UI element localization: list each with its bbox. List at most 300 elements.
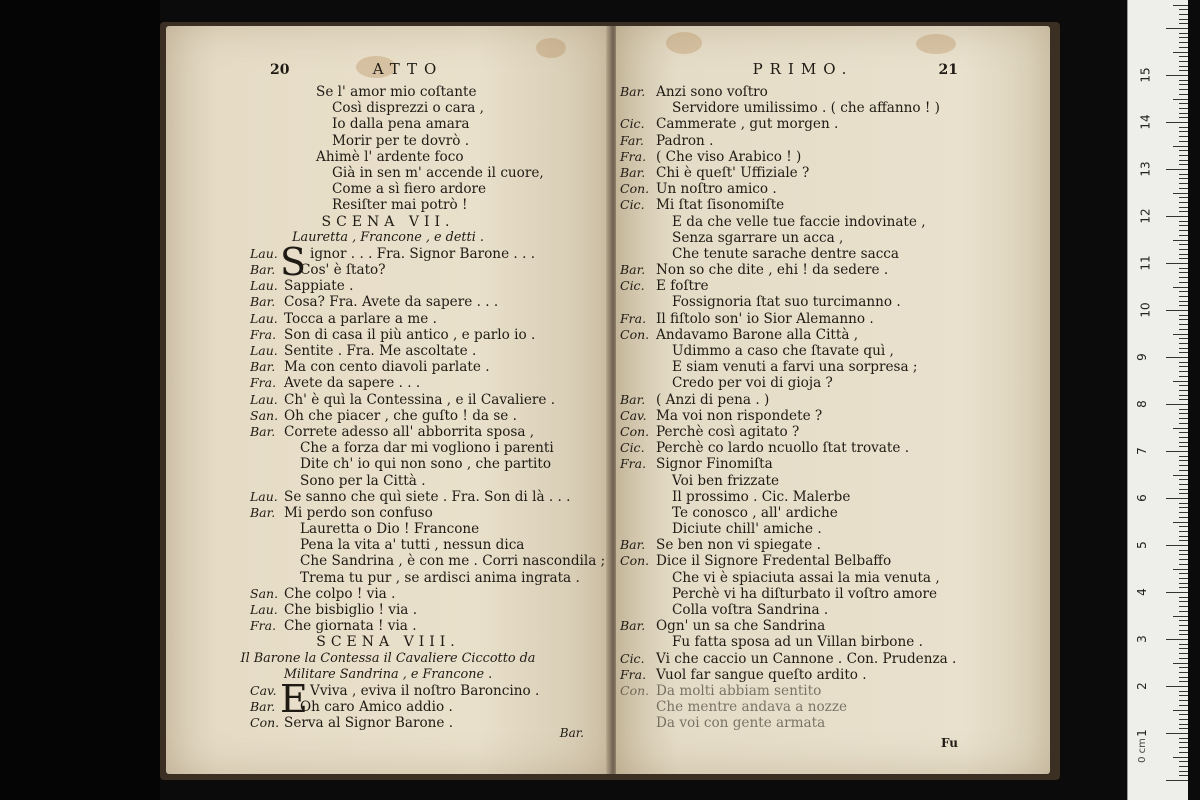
verse-text: Se l' amor mio coſtante [316, 84, 477, 100]
ruler-tick [1179, 771, 1188, 772]
verse-text: ( Anzi di pena . ) [656, 391, 770, 408]
verse-text: Diciute chill' amiche . [672, 521, 822, 538]
text-line [166, 618, 610, 634]
verse-text: Te conosco , all' ardiche [672, 504, 838, 521]
verse-text: Colla voſtra Sandrina . [672, 602, 829, 618]
ruler-tick [1179, 644, 1188, 645]
ruler-tick [1173, 710, 1188, 711]
ruler-tick [1179, 564, 1188, 565]
ruler-tick [1179, 197, 1188, 198]
ruler-tick [1179, 131, 1188, 132]
speaker-label: Bar. [620, 537, 646, 553]
text-line [166, 440, 610, 456]
verse-text: Ma con cento diavoli parlate . [284, 359, 490, 376]
ruler-tick [1166, 545, 1188, 546]
ruler-tick [1179, 80, 1188, 81]
text-line [616, 230, 1050, 246]
speaker-label: Con. [620, 423, 650, 439]
ruler-tick [1179, 23, 1188, 24]
text-line [616, 651, 1050, 667]
ruler-tick [1179, 611, 1188, 612]
text-line [616, 181, 1050, 197]
ruler-tick [1179, 442, 1188, 443]
ruler-tick [1179, 700, 1188, 701]
verse-text: Vi che caccio un Cannone . Con. Prudenza . [656, 650, 957, 667]
ruler-tick [1179, 343, 1188, 344]
verse-text: Resiſter mai potrò ! [332, 197, 468, 214]
ruler-tick [1179, 705, 1188, 706]
speaker-label: Far. [620, 132, 644, 148]
verse-text: Ma voi non rispondete ? [656, 407, 823, 424]
ruler-number: 10 [1138, 302, 1153, 318]
verse-text: Chi è queſt' Uffiziale ? [656, 164, 810, 181]
speaker-label: Fra. [250, 326, 277, 342]
text-line [166, 278, 610, 294]
text-line [166, 262, 610, 278]
ruler-tick [1179, 352, 1188, 353]
ruler-tick [1179, 418, 1188, 419]
speaker-label: Bar. [250, 699, 276, 715]
ruler-tick [1179, 587, 1188, 588]
verse-text: Ogn' un sa che Sandrina [656, 618, 826, 635]
text-line [616, 278, 1050, 294]
text-line [616, 359, 1050, 375]
speaker-label: Fra. [250, 618, 277, 634]
ruler-tick [1179, 244, 1188, 245]
ruler-unit-label: 0 cm [1136, 738, 1148, 763]
ruler-tick [1179, 221, 1188, 222]
ruler-tick [1179, 390, 1188, 391]
speaker-label: Lau. [250, 310, 278, 326]
verse-text: Vviva , eviva il noſtro Baroncino . [310, 682, 540, 699]
text-line [616, 618, 1050, 634]
verse-text: Io dalla pena amara [332, 116, 470, 133]
ruler-tick [1179, 230, 1188, 231]
ruler-tick [1179, 752, 1188, 753]
verse-text: Cosa? Fra. Avete da sapere . . . [284, 294, 499, 311]
verse-text: Che giornata ! via . [284, 618, 417, 635]
ruler-tick [1179, 296, 1188, 297]
ruler-tick [1179, 724, 1188, 725]
ruler-tick [1173, 757, 1188, 758]
verse-text: E siam venuti a farvi una sorpresa ; [672, 359, 918, 376]
speaker-label: San. [250, 407, 279, 423]
ruler-tick [1179, 395, 1188, 396]
speaker-label: Bar. [250, 504, 276, 520]
running-head-right: PRIMO. [752, 60, 854, 78]
stage-direction: Militare Sandrina , e Francone . [283, 666, 493, 682]
ruler-tick [1179, 249, 1188, 250]
verse-text: E da che velle tue faccie indovinate , [672, 213, 926, 230]
ruler-tick [1179, 484, 1188, 485]
verse-text: Mi perdo son confuso [284, 504, 433, 521]
ruler-tick [1179, 207, 1188, 208]
stain [666, 32, 702, 54]
ruler-tick [1179, 14, 1188, 15]
ruler-tick [1179, 409, 1188, 410]
text-line [616, 343, 1050, 359]
ruler-tick [1179, 160, 1188, 161]
ruler-tick [1179, 573, 1188, 574]
verse-text: Anzi sono voſtro [656, 84, 768, 100]
ruler-tick [1179, 254, 1188, 255]
ruler-number: 14 [1138, 114, 1153, 130]
verse-text: Così disprezzi o cara , [332, 100, 484, 117]
text-line [166, 489, 610, 505]
speaker-label: Cic. [620, 440, 645, 456]
ruler-tick [1179, 366, 1188, 367]
verse-text: Udimmo a caso che ſtavate quì , [672, 343, 894, 359]
text-line [166, 311, 610, 327]
ruler-tick [1166, 357, 1188, 358]
ruler-tick [1179, 470, 1188, 471]
speaker-label: Lau. [250, 602, 278, 617]
catchword-right: Fu [940, 736, 958, 750]
text-line [166, 116, 610, 132]
verse-text: Fossignoria ſtat suo turcimanno . [672, 294, 901, 311]
ruler-tick [1179, 742, 1188, 743]
ruler-tick [1166, 639, 1188, 640]
ruler-tick [1179, 268, 1188, 269]
speaker-label: Lau. [250, 343, 278, 358]
ruler-tick [1166, 404, 1188, 405]
verse-text: Dice il Signore Fredental Belbaffo [656, 553, 892, 570]
ruler-tick [1166, 498, 1188, 499]
text-line [616, 408, 1050, 424]
ruler-tick [1173, 381, 1188, 382]
ruler-tick [1179, 19, 1188, 20]
verse-text: Fu fatta sposa ad un Villan birbone . [672, 634, 923, 651]
text-line [616, 375, 1050, 391]
ruler-tick [1179, 620, 1188, 621]
ruler-tick [1179, 691, 1188, 692]
text-line [166, 84, 610, 100]
right-page [616, 26, 1050, 774]
ruler-number: 7 [1134, 447, 1149, 455]
ruler-tick [1179, 291, 1188, 292]
ruler-tick [1179, 601, 1188, 602]
ruler-number: 2 [1134, 682, 1149, 690]
stain [536, 38, 566, 58]
ruler-tick [1173, 99, 1188, 100]
text-line [616, 440, 1050, 456]
ruler-tick [1179, 399, 1188, 400]
verse-text: Senza sgarrare un acca , [672, 229, 844, 246]
ruler-tick [1179, 719, 1188, 720]
ruler-tick [1179, 301, 1188, 302]
ruler-tick [1179, 127, 1188, 128]
ruler-tick [1179, 9, 1188, 10]
ruler-tick [1166, 780, 1188, 781]
text-line [616, 149, 1050, 165]
ruler-number: 1 [1134, 729, 1149, 737]
verse-text: Son di casa il più antico , e parlo io . [284, 326, 536, 343]
verse-text: Oh che piacer , che guſto ! da se . [284, 407, 517, 424]
verse-text: Signor Finomiſta [656, 456, 773, 473]
drop-capital: S [280, 239, 307, 284]
text-line [616, 294, 1050, 310]
ruler-tick [1173, 334, 1188, 335]
ruler-tick [1179, 714, 1188, 715]
ruler-tick [1179, 531, 1188, 532]
ruler-tick [1166, 216, 1188, 217]
verse-text: Che a forza dar mi vogliono i parenti [300, 440, 554, 457]
ruler-tick [1179, 319, 1188, 320]
verse-text: Cammerate , gut morgen . [656, 116, 839, 133]
ruler-tick [1179, 658, 1188, 659]
speaker-label: Fra. [620, 148, 647, 164]
ruler-tick [1179, 489, 1188, 490]
ruler-tick [1179, 37, 1188, 38]
ruler-tick [1179, 423, 1188, 424]
ruler-tick [1179, 47, 1188, 48]
verse-text: Vuol far sangue queſto ardito . [656, 666, 867, 683]
speaker-label: Lau. [250, 278, 278, 294]
text-line [616, 473, 1050, 489]
ruler-tick [1179, 517, 1188, 518]
speaker-label: San. [250, 585, 279, 601]
verse-text: Trema tu pur , se ardisci anima ingrata . [300, 569, 580, 586]
ruler-tick [1179, 56, 1188, 57]
text-line [616, 456, 1050, 472]
ruler-number: 12 [1138, 208, 1153, 224]
ruler-tick [1173, 663, 1188, 664]
text-line [616, 489, 1050, 505]
text-line [616, 505, 1050, 521]
ruler-tick [1179, 681, 1188, 682]
speaker-label: Con. [620, 682, 650, 698]
text-line [166, 602, 610, 618]
ruler-tick [1173, 193, 1188, 194]
verse-text: Già in sen m' accende il cuore, [332, 164, 544, 181]
text-line [616, 521, 1050, 537]
ruler-tick [1179, 446, 1188, 447]
ruler-tick [1179, 258, 1188, 259]
text-line [166, 359, 610, 375]
ruler-tick [1179, 738, 1188, 739]
ruler-tick [1179, 338, 1188, 339]
verse-text: Perchè così agitato ? [656, 423, 800, 440]
text-line [616, 683, 1050, 699]
text-line [166, 181, 610, 197]
verse-text: Sentite . Fra. Me ascoltate . [284, 343, 477, 359]
verse-text: Serva al Signor Barone . [284, 715, 454, 732]
ruler-tick [1179, 70, 1188, 71]
ruler-tick [1166, 263, 1188, 264]
ruler-tick [1179, 432, 1188, 433]
ruler-tick [1166, 686, 1188, 687]
ruler-number: 6 [1134, 494, 1149, 502]
text-line [616, 699, 1050, 715]
ruler-tick [1179, 42, 1188, 43]
ruler-tick [1179, 465, 1188, 466]
ruler-tick [1179, 183, 1188, 184]
text-line [616, 100, 1050, 116]
ruler-tick [1179, 512, 1188, 513]
ruler-tick [1179, 456, 1188, 457]
ruler-tick [1179, 761, 1188, 762]
ruler-tick [1179, 329, 1188, 330]
ruler-tick [1166, 169, 1188, 170]
ruler-tick [1179, 164, 1188, 165]
verse-text: Voi ben frizzate [672, 472, 780, 489]
speaker-label: Fra. [620, 666, 647, 682]
verse-text: Correte adesso all' abborrita sposa , [284, 423, 535, 440]
ruler-tick [1179, 672, 1188, 673]
ruler-tick [1179, 554, 1188, 555]
verse-text: Che mentre andava a nozze [656, 699, 848, 716]
verse-text: Ahimè l' ardente foco [316, 148, 464, 165]
verse-text: Non so che dite , ehi ! da sedere . [656, 262, 889, 279]
ruler-tick [1173, 428, 1188, 429]
speaker-label: Cav. [250, 682, 277, 698]
ruler-tick [1179, 155, 1188, 156]
ruler-number: 13 [1138, 161, 1153, 177]
speaker-label: Fra. [250, 375, 277, 391]
ruler-tick [1166, 592, 1188, 593]
ruler-tick [1166, 28, 1188, 29]
text-line [166, 553, 610, 569]
ruler-tick [1179, 348, 1188, 349]
verse-text: Andavamo Barone alla Città , [656, 326, 859, 343]
verse-text: Padron . [656, 132, 714, 149]
ruler-tick [1166, 122, 1188, 123]
ruler-tick [1179, 677, 1188, 678]
speaker-label: Cic. [620, 116, 645, 132]
ruler-tick [1179, 108, 1188, 109]
ruler-tick [1179, 385, 1188, 386]
ruler-tick [1173, 475, 1188, 476]
text-line [166, 100, 610, 116]
ruler-tick [1179, 84, 1188, 85]
text-line [616, 197, 1050, 213]
text-line [166, 456, 610, 472]
speaker-label: Bar. [620, 391, 646, 407]
ruler-tick [1166, 75, 1188, 76]
text-line [616, 246, 1050, 262]
text-line [616, 570, 1050, 586]
text-line [616, 537, 1050, 553]
text-line [166, 133, 610, 149]
text-line [166, 392, 610, 408]
ruler-tick [1179, 536, 1188, 537]
verse-text: Servidore umilissimo . ( che affanno ! ) [672, 100, 940, 117]
verse-text: Il fiſtolo son' io Sior Alemanno . [656, 310, 874, 327]
ruler-tick [1173, 569, 1188, 570]
ruler-tick [1179, 362, 1188, 363]
verse-text: Dite ch' io qui non sono , che partito [300, 456, 552, 473]
text-line [616, 214, 1050, 230]
ruler-tick [1179, 667, 1188, 668]
ruler-tick [1179, 305, 1188, 306]
ruler-tick [1179, 653, 1188, 654]
ruler-tick [1179, 89, 1188, 90]
ruler-tick [1166, 310, 1188, 311]
ruler-tick [1173, 52, 1188, 53]
ruler-number: 9 [1134, 353, 1149, 361]
ruler-tick [1173, 5, 1188, 6]
right-text-block [616, 84, 1050, 732]
ruler-tick [1179, 225, 1188, 226]
verse-text: Da molti abbiam sentito [656, 682, 822, 699]
ruler-tick [1179, 178, 1188, 179]
ruler-number: 15 [1138, 67, 1153, 83]
ruler-tick [1166, 451, 1188, 452]
drop-capital: E [280, 676, 308, 721]
ruler-number: 3 [1134, 635, 1149, 643]
verse-text: Che tenute sarache dentre sacca [672, 245, 900, 262]
ruler-tick [1179, 695, 1188, 696]
catchword-left: Bar. [559, 726, 584, 740]
text-line [166, 699, 610, 715]
verse-text: Che bisbiglio ! via . [284, 602, 418, 618]
text-line [166, 715, 610, 731]
text-line [166, 586, 610, 602]
ruler-tick [1179, 282, 1188, 283]
ruler-number: 8 [1134, 400, 1149, 408]
text-line [616, 424, 1050, 440]
ruler-tick [1179, 188, 1188, 189]
ruler-tick [1179, 202, 1188, 203]
ruler-tick [1179, 61, 1188, 62]
ruler-tick [1179, 460, 1188, 461]
verse-text: Oh caro Amico addio . [300, 699, 453, 716]
ruler-tick [1179, 630, 1188, 631]
ruler-tick [1179, 211, 1188, 212]
ruler-tick [1179, 376, 1188, 377]
text-line [616, 262, 1050, 278]
text-line [616, 165, 1050, 181]
verse-text: Credo per voi di gioja ? [672, 375, 833, 392]
ruler-tick [1179, 371, 1188, 372]
speaker-label: Cav. [620, 407, 647, 423]
text-line [166, 375, 610, 391]
speaker-label: Con. [250, 715, 280, 731]
text-line [166, 149, 610, 165]
ruler-tick [1179, 150, 1188, 151]
speaker-label: Bar. [250, 423, 276, 439]
ruler-tick [1173, 146, 1188, 147]
ruler-tick [1179, 493, 1188, 494]
ruler-tick [1179, 550, 1188, 551]
left-text-block [166, 84, 610, 732]
verse-text: Perchè vi ha diſturbato il voſtro amore [672, 585, 938, 602]
ruler-tick [1179, 324, 1188, 325]
text-line [616, 133, 1050, 149]
verse-text: Cos' è ſtato? [300, 262, 386, 279]
ruler-tick [1179, 747, 1188, 748]
ruler-tick [1179, 136, 1188, 137]
text-line [616, 602, 1050, 618]
ruler-tick [1173, 240, 1188, 241]
speaker-label: Cic. [620, 197, 645, 213]
text-line [616, 667, 1050, 683]
speaker-label: Fra. [620, 310, 647, 326]
ruler-tick [1179, 235, 1188, 236]
ruler-tick [1179, 507, 1188, 508]
left-page [166, 26, 610, 774]
ruler-tick [1179, 413, 1188, 414]
ruler-tick [1179, 437, 1188, 438]
verse-text: Tocca a parlare a me . [284, 310, 437, 327]
speaker-label: Con. [620, 181, 650, 197]
text-line [166, 473, 610, 489]
ruler-tick [1179, 503, 1188, 504]
ruler-tick [1179, 559, 1188, 560]
ruler-tick [1179, 479, 1188, 480]
ruler-number: 5 [1134, 541, 1149, 549]
page-number-left: 20 [270, 62, 290, 78]
